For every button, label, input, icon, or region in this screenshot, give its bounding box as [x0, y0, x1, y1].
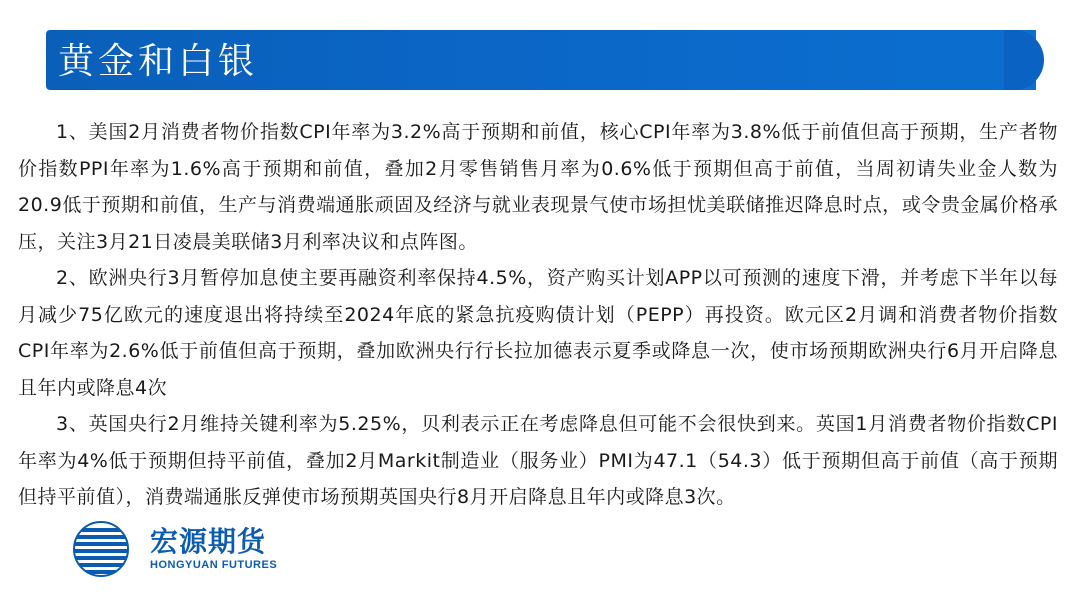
logo-name-cn: 宏源期货	[150, 520, 266, 560]
page-title: 黄金和白银	[58, 41, 259, 82]
hongyuan-logo-icon	[66, 520, 136, 578]
logo-name-en: HONGYUAN FUTURES	[150, 559, 278, 571]
company-logo	[66, 520, 316, 580]
paragraph-uk: 3、英国央行2月维持关键利率为5.25%，贝利表示正在考虑降息但可能不会很快到来。英国1月消费者物价指数CPI年率为4%低于预期但持平前值，叠加2月Markit制造业（服务业）PMI为47.1（54.3）低于预期但高于前值（高于预期但持平前值），消费端通胀反弹使市场预期英国央行8月开启降息且年内或降息3次。	[18, 413, 1058, 508]
paragraph-eu: 2、欧洲央行3月暂停加息使主要再融资利率保持4.5%，资产购买计划APP以可预测的速度下滑，并考虑下半年以每月减少75亿欧元的速度退出将持续至2024年底的紧急抗疫购债计划（PEPP）再投资。欧元区2月调和消费者物价指数CPI年率为2.6%低于前值但高于预期，叠加欧洲央行行长拉加德表示夏季或降息一次，使市场预期欧洲央行6月开启降息且年内或降息4次	[18, 267, 1058, 399]
body-content	[18, 114, 1058, 516]
paragraph-us: 1、美国2月消费者物价指数CPI年率为3.2%高于预期和前值，核心CPI年率为3.8%低于前值但高于预期，生产者物价指数PPI年率为1.6%高于预期和前值，叠加2月零售销售月率为0.6%低于预期但高于前值，当周初请失业金人数为20.9低于预期和前值，生产与消费端通胀顽固及经济与就业表现景气使市场担忧美联储推迟降息时点，或令贵金属价格承压，关注3月21日凌晨美联储3月利率决议和点阵图。	[18, 121, 1058, 253]
